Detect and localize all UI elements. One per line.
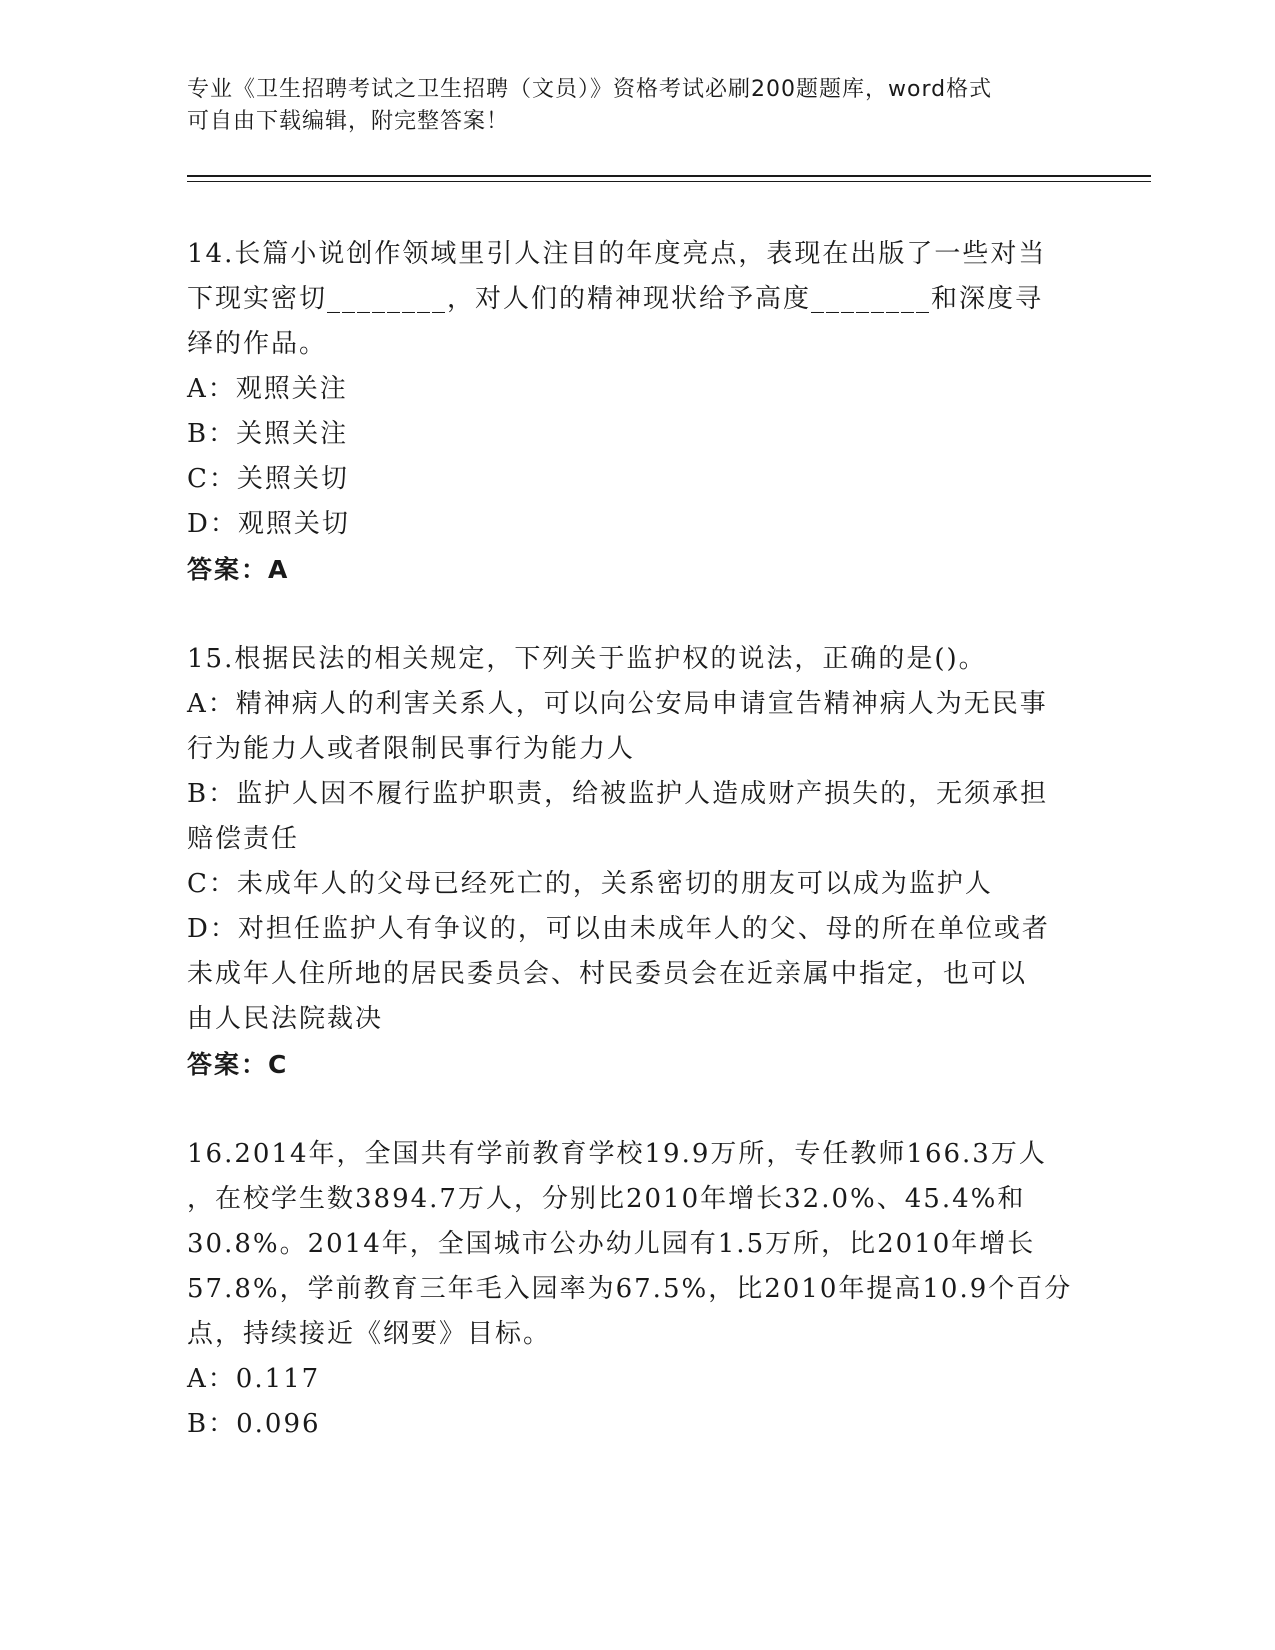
question-stem-line: 14.长篇小说创作领域里引人注目的年度亮点，表现在出版了一些对当 [187,239,1047,269]
question-stem-line: 16.2014年，全国共有学前教育学校19.9万所，专任教师166.3万人 [187,1139,1047,1169]
option-c: C：未成年人的父母已经死亡的，关系密切的朋友可以成为监护人 [187,869,993,899]
question-stem-line: 下现实密切________，对人们的精神现状给予高度________和深度寻 [187,284,1044,314]
option-a: A：观照关注 [187,374,348,404]
question-14 [187,232,1077,592]
document-header [187,74,1087,138]
answer-label: 答案：A [187,555,290,584]
question-list [187,232,1077,1447]
option-b-cont: 赔偿责任 [187,824,300,854]
option-a: A：0.117 [187,1364,321,1394]
option-c: C：关照关切 [187,464,349,494]
header-line-2: 可自由下载编辑，附完整答案！ [187,109,510,134]
option-d-cont: 未成年人住所地的居民委员会、村民委员会在近亲属中指定，也可以 [187,959,1028,989]
option-d: D：观照关切 [187,509,350,539]
question-stem-line: 57.8%，学前教育三年毛入园率为67.5%，比2010年提高10.9个百分 [187,1274,1073,1304]
option-d: D：对担任监护人有争议的，可以由未成年人的父、母的所在单位或者 [187,914,1050,944]
question-stem-line: 15.根据民法的相关规定，下列关于监护权的说法，正确的是()。 [187,644,987,674]
option-a-cont: 行为能力人或者限制民事行为能力人 [187,734,636,764]
question-15 [187,637,1077,1087]
option-b: B：关照关注 [187,419,349,449]
question-stem-line: ，在校学生数3894.7万人，分别比2010年增长32.0%、45.4%和 [187,1184,1026,1214]
header-line-1: 专业《卫生招聘考试之卫生招聘（文员）》资格考试必刷200题题库，word格式 [187,77,993,102]
option-b: B：监护人因不履行监护职责，给被监护人造成财产损失的，无须承担 [187,779,1049,809]
header-divider-thin [187,181,1151,182]
option-b: B：0.096 [187,1409,321,1439]
question-stem-line: 30.8%。2014年，全国城市公办幼儿园有1.5万所，比2010年增长 [187,1229,1036,1259]
option-d-cont: 由人民法院裁决 [187,1004,384,1034]
option-a: A：精神病人的利害关系人，可以向公安局申请宣告精神病人为无民事 [187,689,1048,719]
question-stem-line: 绎的作品。 [187,329,328,359]
answer-label: 答案：C [187,1050,289,1079]
header-divider [187,175,1151,177]
question-16 [187,1132,1077,1447]
question-stem-line: 点，持续接近《纲要》目标。 [187,1319,552,1349]
